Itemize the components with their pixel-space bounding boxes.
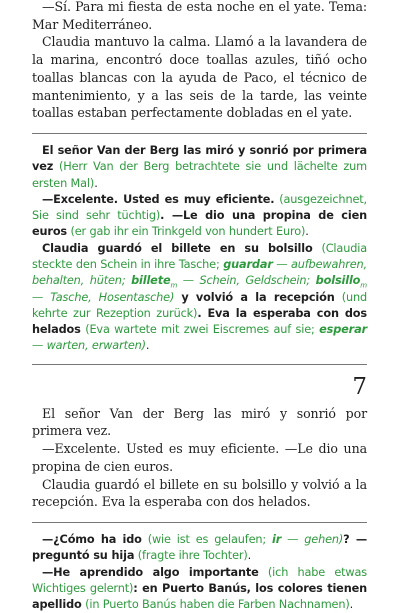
spanish-text: . Eva la esperaba con dos helados: [32, 306, 367, 337]
paragraph: El señor Van der Berg las miró y sonrió por primera vez.: [32, 405, 367, 439]
vocab-definition: — Tasche, Hosentasche): [32, 290, 175, 304]
study-paragraph: [32, 565, 367, 613]
vocab-word: ir: [272, 533, 282, 546]
study-paragraph: [32, 192, 367, 241]
vocab-definition: — Schein, Geldschein;: [182, 274, 311, 288]
german-translation: (Eva wartete mit zwei Eiscremes auf sie;: [85, 323, 315, 337]
german-translation: (ausgezeichnet, Sie sind sehr tüchtig): [32, 192, 367, 223]
paragraph: Claudia guardó el billete en su bolsillo y volvió a la recepción. Eva la esperaba con dos helados.: [32, 476, 367, 510]
vocab-definition: — gehen): [287, 533, 344, 546]
punctuation: .: [94, 176, 98, 190]
spanish-text: : en Puerto Banús, los colores tienen apellido: [32, 581, 367, 612]
spanish-text: —He aprendido algo importante: [42, 565, 259, 579]
german-translation: (fragte ihre Tochter): [137, 549, 248, 563]
vocab-word: guardar: [223, 258, 273, 271]
gender-marker: m: [360, 281, 367, 290]
story-continuation: [32, 0, 367, 122]
paragraph: Claudia mantuvo la calma. Llamó a la lavandera de la marina, encontró doce toallas azules, tiñó ocho toallas blancas con la ayuda de Paco, el técnico de mantenimiento, y a las seis de la tarde, las veinte toallas estaban perfectamente dobladas en el yate.: [32, 34, 367, 121]
spanish-text: . —Le dio una propina de cien euros: [32, 209, 367, 239]
punctuation: .: [145, 339, 150, 353]
punctuation: .: [349, 598, 354, 612]
german-translation: (ich habe etwas Wichtiges gelernt): [32, 565, 367, 595]
german-translation: (er gab ihr ein Trinkgeld von hundert Euro): [70, 225, 306, 239]
paragraph: —Excelente. Usted es muy eficiente. —Le dio una propina de cien euros.: [32, 441, 367, 474]
spanish-text: —¿Cómo ha ido: [42, 533, 142, 546]
german-translation: (in Puerto Banús haben die Farben Nachnamen): [85, 598, 350, 612]
vocab-definition: — aufbewahren, behalten, hüten;: [32, 258, 367, 288]
bilingual-study-block: [32, 532, 367, 613]
german-translation: (wie ist es gelaufen;: [147, 533, 267, 546]
spanish-text: —Excelente. Usted es muy eficiente.: [42, 192, 275, 206]
german-translation: (Claudia steckte den Schein in ihre Tasche;: [32, 241, 367, 271]
paragraph: —Sí. Para mi fiesta de esta noche en el yate. Tema: Mar Mediterráneo.: [32, 0, 367, 32]
german-translation: (Herr Van der Berg betrachtete sie und lächelte zum ersten Mal): [32, 160, 367, 190]
spanish-text: ? —preguntó su hija: [32, 533, 367, 563]
study-paragraph: [32, 143, 367, 192]
study-paragraph: [32, 241, 367, 355]
vocab-word: esperar: [319, 323, 367, 337]
vocab-word: bolsillo: [315, 274, 361, 288]
vocab-word: billete: [131, 274, 171, 288]
spanish-text: y volvió a la recepción: [181, 290, 335, 304]
bilingual-study-block: [32, 143, 367, 355]
plain-text-block: [32, 405, 367, 511]
vocab-definition: — warten, erwarten): [32, 339, 146, 353]
section-divider: [32, 522, 367, 523]
section-divider: [32, 133, 367, 134]
german-translation: (und kehrte zur Rezeption zurück): [32, 290, 368, 320]
gender-marker: m: [170, 281, 178, 290]
punctuation: .: [305, 225, 309, 239]
punctuation: .: [247, 549, 252, 563]
page-number: 7: [352, 373, 367, 400]
spanish-text: El señor Van der Berg las miró y sonrió por primera vez: [32, 143, 367, 174]
study-paragraph: [32, 532, 367, 565]
spanish-text: Claudia guardó el billete en su bolsillo: [42, 241, 313, 255]
section-divider: [32, 364, 367, 365]
